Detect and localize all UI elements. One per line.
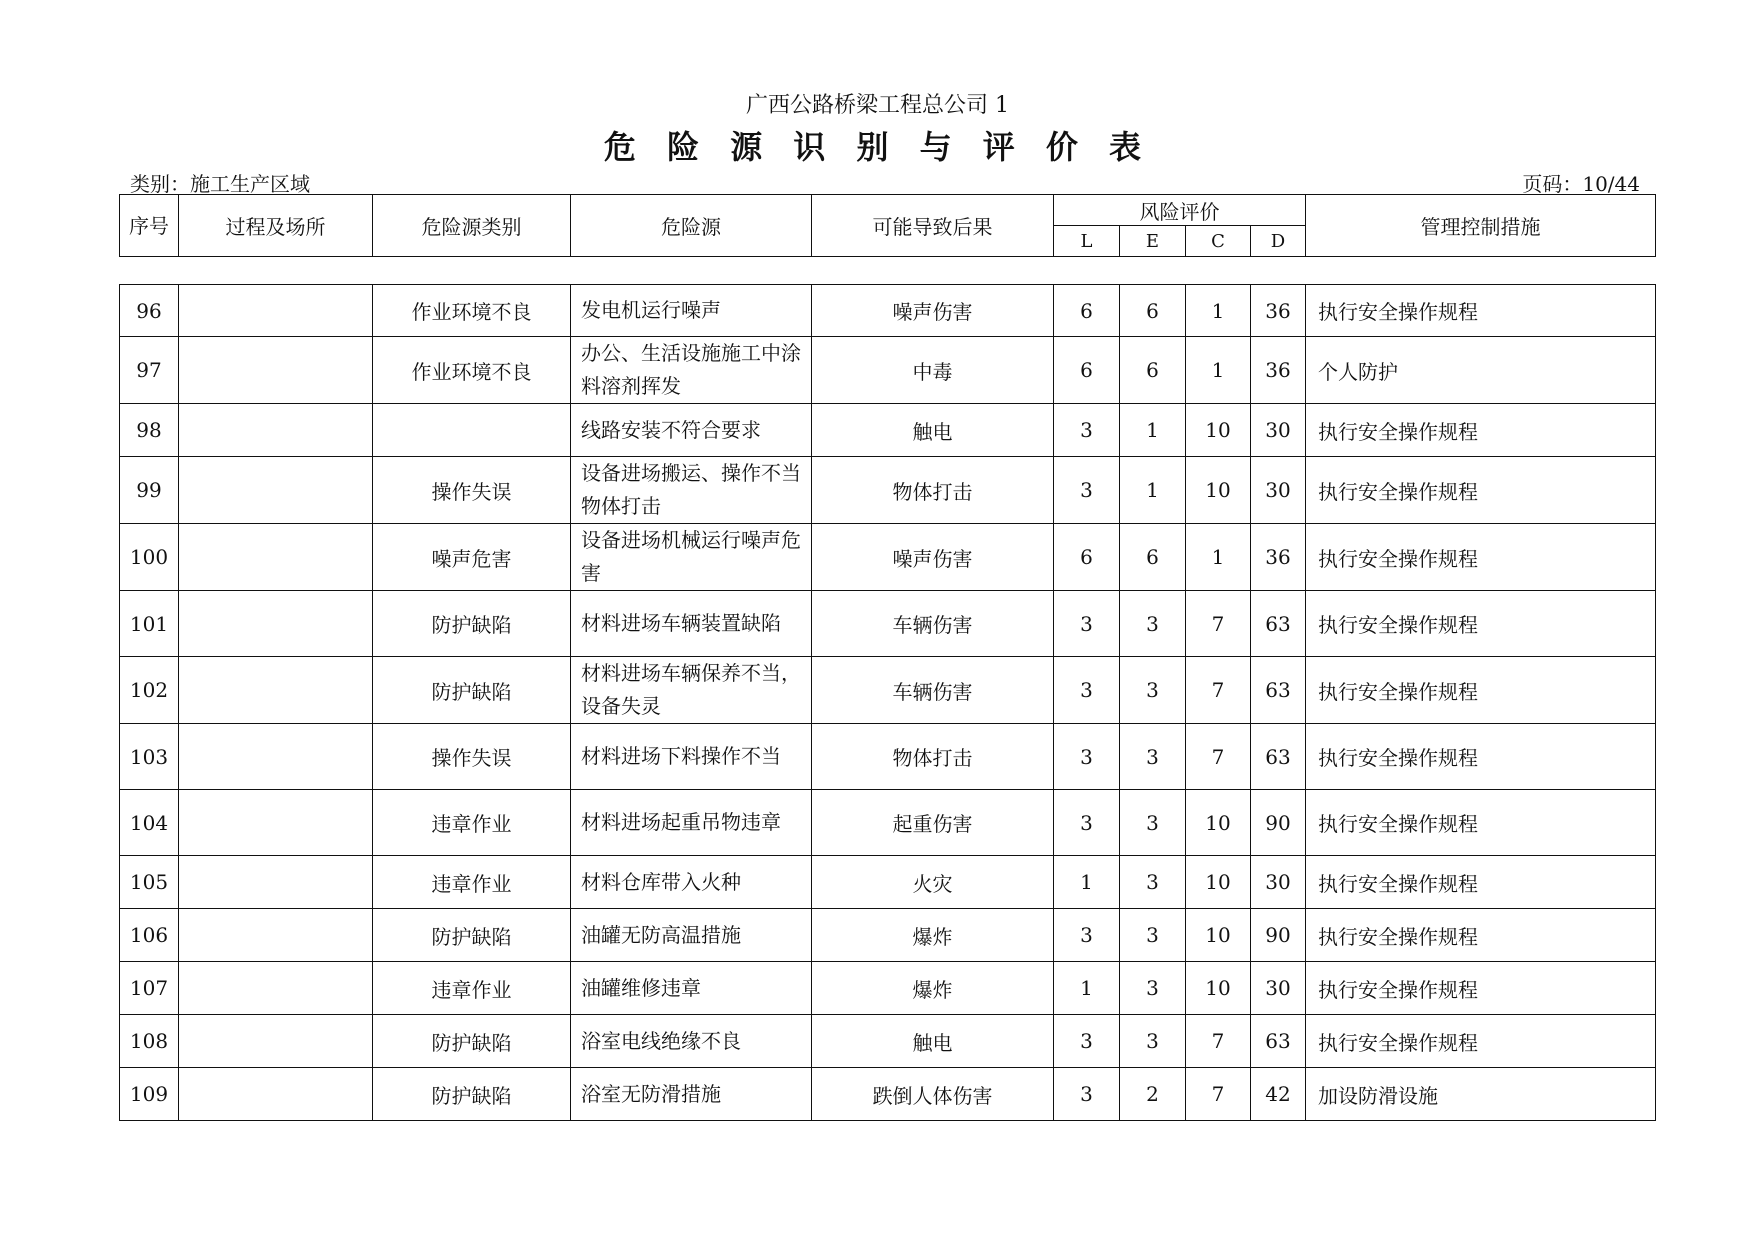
cell-L: 3 (1054, 1068, 1120, 1121)
cell-hazard-type: 防护缺陷 (373, 591, 571, 657)
cell-E: 6 (1120, 524, 1186, 591)
cell-measure: 执行安全操作规程 (1306, 457, 1656, 524)
header-C: C (1186, 226, 1251, 257)
cell-C: 1 (1186, 337, 1251, 404)
table-row (120, 337, 1656, 404)
category-label: 类别：施工生产区域 (130, 172, 310, 196)
cell-hazard: 发电机运行噪声 (571, 285, 812, 337)
cell-process (179, 657, 373, 724)
cell-hazard: 材料进场车辆保养不当，设备失灵 (571, 657, 812, 724)
hazard-table (119, 284, 1656, 1121)
cell-process (179, 1015, 373, 1068)
cell-hazard: 设备进场搬运、操作不当物体打击 (571, 457, 812, 524)
cell-L: 1 (1054, 962, 1120, 1015)
cell-hazard: 线路安装不符合要求 (571, 404, 812, 457)
cell-E: 1 (1120, 457, 1186, 524)
cell-seq: 96 (120, 285, 179, 337)
cell-consequence: 火灾 (812, 856, 1054, 909)
table-row (120, 856, 1656, 909)
table-row (120, 457, 1656, 524)
cell-hazard: 材料进场车辆装置缺陷 (571, 591, 812, 657)
cell-L: 6 (1054, 524, 1120, 591)
cell-E: 3 (1120, 657, 1186, 724)
cell-C: 7 (1186, 1068, 1251, 1121)
cell-E: 6 (1120, 285, 1186, 337)
header-D: D (1251, 226, 1306, 257)
table-header (119, 194, 1656, 257)
cell-measure: 个人防护 (1306, 337, 1656, 404)
cell-consequence: 起重伤害 (812, 790, 1054, 856)
cell-measure: 执行安全操作规程 (1306, 524, 1656, 591)
cell-consequence: 车辆伤害 (812, 591, 1054, 657)
header-measures: 管理控制措施 (1306, 195, 1656, 257)
cell-D: 30 (1251, 856, 1306, 909)
cell-seq: 109 (120, 1068, 179, 1121)
cell-D: 36 (1251, 285, 1306, 337)
cell-L: 3 (1054, 457, 1120, 524)
cell-E: 3 (1120, 1015, 1186, 1068)
cell-seq: 106 (120, 909, 179, 962)
cell-hazard-type (373, 404, 571, 457)
cell-D: 63 (1251, 657, 1306, 724)
document-title: 危 险 源 识 别 与 评 价 表 (603, 128, 1152, 166)
cell-measure: 执行安全操作规程 (1306, 724, 1656, 790)
cell-hazard: 材料仓库带入火种 (571, 856, 812, 909)
header-hazard-type: 危险源类别 (373, 195, 571, 257)
table-row (120, 657, 1656, 724)
cell-C: 7 (1186, 591, 1251, 657)
cell-C: 7 (1186, 724, 1251, 790)
table-row (120, 1015, 1656, 1068)
cell-D: 63 (1251, 724, 1306, 790)
cell-C: 7 (1186, 1015, 1251, 1068)
cell-hazard: 设备进场机械运行噪声危害 (571, 524, 812, 591)
cell-process (179, 524, 373, 591)
cell-seq: 100 (120, 524, 179, 591)
table-row (120, 790, 1656, 856)
cell-hazard: 办公、生活设施施工中涂料溶剂挥发 (571, 337, 812, 404)
cell-consequence: 爆炸 (812, 962, 1054, 1015)
cell-process (179, 285, 373, 337)
cell-consequence: 噪声伤害 (812, 524, 1054, 591)
cell-seq: 97 (120, 337, 179, 404)
cell-measure: 执行安全操作规程 (1306, 285, 1656, 337)
table-row (120, 1068, 1656, 1121)
cell-consequence: 触电 (812, 1015, 1054, 1068)
cell-L: 3 (1054, 724, 1120, 790)
cell-C: 7 (1186, 657, 1251, 724)
table-row (120, 285, 1656, 337)
cell-D: 90 (1251, 909, 1306, 962)
header-risk: 风险评价 (1054, 195, 1306, 226)
cell-consequence: 车辆伤害 (812, 657, 1054, 724)
cell-seq: 98 (120, 404, 179, 457)
cell-measure: 加设防滑设施 (1306, 1068, 1656, 1121)
cell-seq: 108 (120, 1015, 179, 1068)
cell-C: 10 (1186, 962, 1251, 1015)
cell-seq: 102 (120, 657, 179, 724)
cell-E: 3 (1120, 909, 1186, 962)
cell-L: 3 (1054, 591, 1120, 657)
cell-consequence: 噪声伤害 (812, 285, 1054, 337)
cell-consequence: 爆炸 (812, 909, 1054, 962)
cell-hazard-type: 操作失误 (373, 724, 571, 790)
cell-L: 3 (1054, 790, 1120, 856)
cell-L: 3 (1054, 909, 1120, 962)
cell-D: 30 (1251, 962, 1306, 1015)
cell-measure: 执行安全操作规程 (1306, 790, 1656, 856)
cell-process (179, 591, 373, 657)
cell-C: 10 (1186, 790, 1251, 856)
cell-D: 42 (1251, 1068, 1306, 1121)
cell-measure: 执行安全操作规程 (1306, 856, 1656, 909)
table-row (120, 909, 1656, 962)
cell-seq: 107 (120, 962, 179, 1015)
cell-E: 6 (1120, 337, 1186, 404)
cell-seq: 104 (120, 790, 179, 856)
cell-hazard-type: 防护缺陷 (373, 1015, 571, 1068)
cell-C: 10 (1186, 457, 1251, 524)
cell-L: 6 (1054, 285, 1120, 337)
cell-process (179, 1068, 373, 1121)
cell-C: 10 (1186, 404, 1251, 457)
cell-measure: 执行安全操作规程 (1306, 1015, 1656, 1068)
cell-D: 30 (1251, 404, 1306, 457)
cell-process (179, 790, 373, 856)
table-row (120, 724, 1656, 790)
cell-L: 3 (1054, 404, 1120, 457)
cell-hazard: 材料进场起重吊物违章 (571, 790, 812, 856)
cell-hazard-type: 作业环境不良 (373, 285, 571, 337)
cell-hazard-type: 作业环境不良 (373, 337, 571, 404)
cell-hazard: 材料进场下料操作不当 (571, 724, 812, 790)
cell-process (179, 404, 373, 457)
cell-hazard-type: 噪声危害 (373, 524, 571, 591)
cell-E: 3 (1120, 591, 1186, 657)
cell-C: 1 (1186, 285, 1251, 337)
cell-E: 2 (1120, 1068, 1186, 1121)
cell-consequence: 物体打击 (812, 457, 1054, 524)
cell-seq: 105 (120, 856, 179, 909)
cell-measure: 执行安全操作规程 (1306, 962, 1656, 1015)
cell-hazard: 油罐无防高温措施 (571, 909, 812, 962)
header-L: L (1054, 226, 1120, 257)
table-row (120, 591, 1656, 657)
cell-consequence: 物体打击 (812, 724, 1054, 790)
header-consequence: 可能导致后果 (812, 195, 1054, 257)
cell-hazard-type: 操作失误 (373, 457, 571, 524)
cell-C: 10 (1186, 909, 1251, 962)
cell-consequence: 触电 (812, 404, 1054, 457)
cell-seq: 101 (120, 591, 179, 657)
header-hazard: 危险源 (571, 195, 812, 257)
cell-process (179, 909, 373, 962)
cell-seq: 103 (120, 724, 179, 790)
cell-process (179, 457, 373, 524)
cell-C: 1 (1186, 524, 1251, 591)
cell-D: 90 (1251, 790, 1306, 856)
cell-process (179, 337, 373, 404)
cell-E: 3 (1120, 962, 1186, 1015)
cell-E: 3 (1120, 790, 1186, 856)
table-row (120, 962, 1656, 1015)
cell-L: 3 (1054, 657, 1120, 724)
cell-L: 1 (1054, 856, 1120, 909)
table-row (120, 524, 1656, 591)
table-row (120, 404, 1656, 457)
cell-L: 3 (1054, 1015, 1120, 1068)
cell-hazard: 浴室无防滑措施 (571, 1068, 812, 1121)
header-process: 过程及场所 (179, 195, 373, 257)
cell-seq: 99 (120, 457, 179, 524)
cell-measure: 执行安全操作规程 (1306, 909, 1656, 962)
cell-C: 10 (1186, 856, 1251, 909)
cell-hazard: 油罐维修违章 (571, 962, 812, 1015)
cell-process (179, 962, 373, 1015)
cell-hazard: 浴室电线绝缘不良 (571, 1015, 812, 1068)
cell-hazard-type: 违章作业 (373, 790, 571, 856)
cell-measure: 执行安全操作规程 (1306, 404, 1656, 457)
cell-process (179, 724, 373, 790)
cell-process (179, 856, 373, 909)
cell-D: 63 (1251, 591, 1306, 657)
cell-D: 36 (1251, 524, 1306, 591)
cell-E: 1 (1120, 404, 1186, 457)
cell-E: 3 (1120, 856, 1186, 909)
page-number: 页码：10/44 (1522, 172, 1640, 196)
cell-L: 6 (1054, 337, 1120, 404)
cell-hazard-type: 防护缺陷 (373, 657, 571, 724)
header-E: E (1120, 226, 1186, 257)
cell-measure: 执行安全操作规程 (1306, 657, 1656, 724)
cell-consequence: 中毒 (812, 337, 1054, 404)
cell-D: 36 (1251, 337, 1306, 404)
cell-hazard-type: 违章作业 (373, 962, 571, 1015)
cell-hazard-type: 违章作业 (373, 856, 571, 909)
cell-D: 63 (1251, 1015, 1306, 1068)
cell-D: 30 (1251, 457, 1306, 524)
header-seq: 序号 (120, 195, 179, 257)
cell-E: 3 (1120, 724, 1186, 790)
company-name: 广西公路桥梁工程总公司 1 (746, 93, 1009, 118)
cell-consequence: 跌倒人体伤害 (812, 1068, 1054, 1121)
cell-measure: 执行安全操作规程 (1306, 591, 1656, 657)
cell-hazard-type: 防护缺陷 (373, 909, 571, 962)
cell-hazard-type: 防护缺陷 (373, 1068, 571, 1121)
